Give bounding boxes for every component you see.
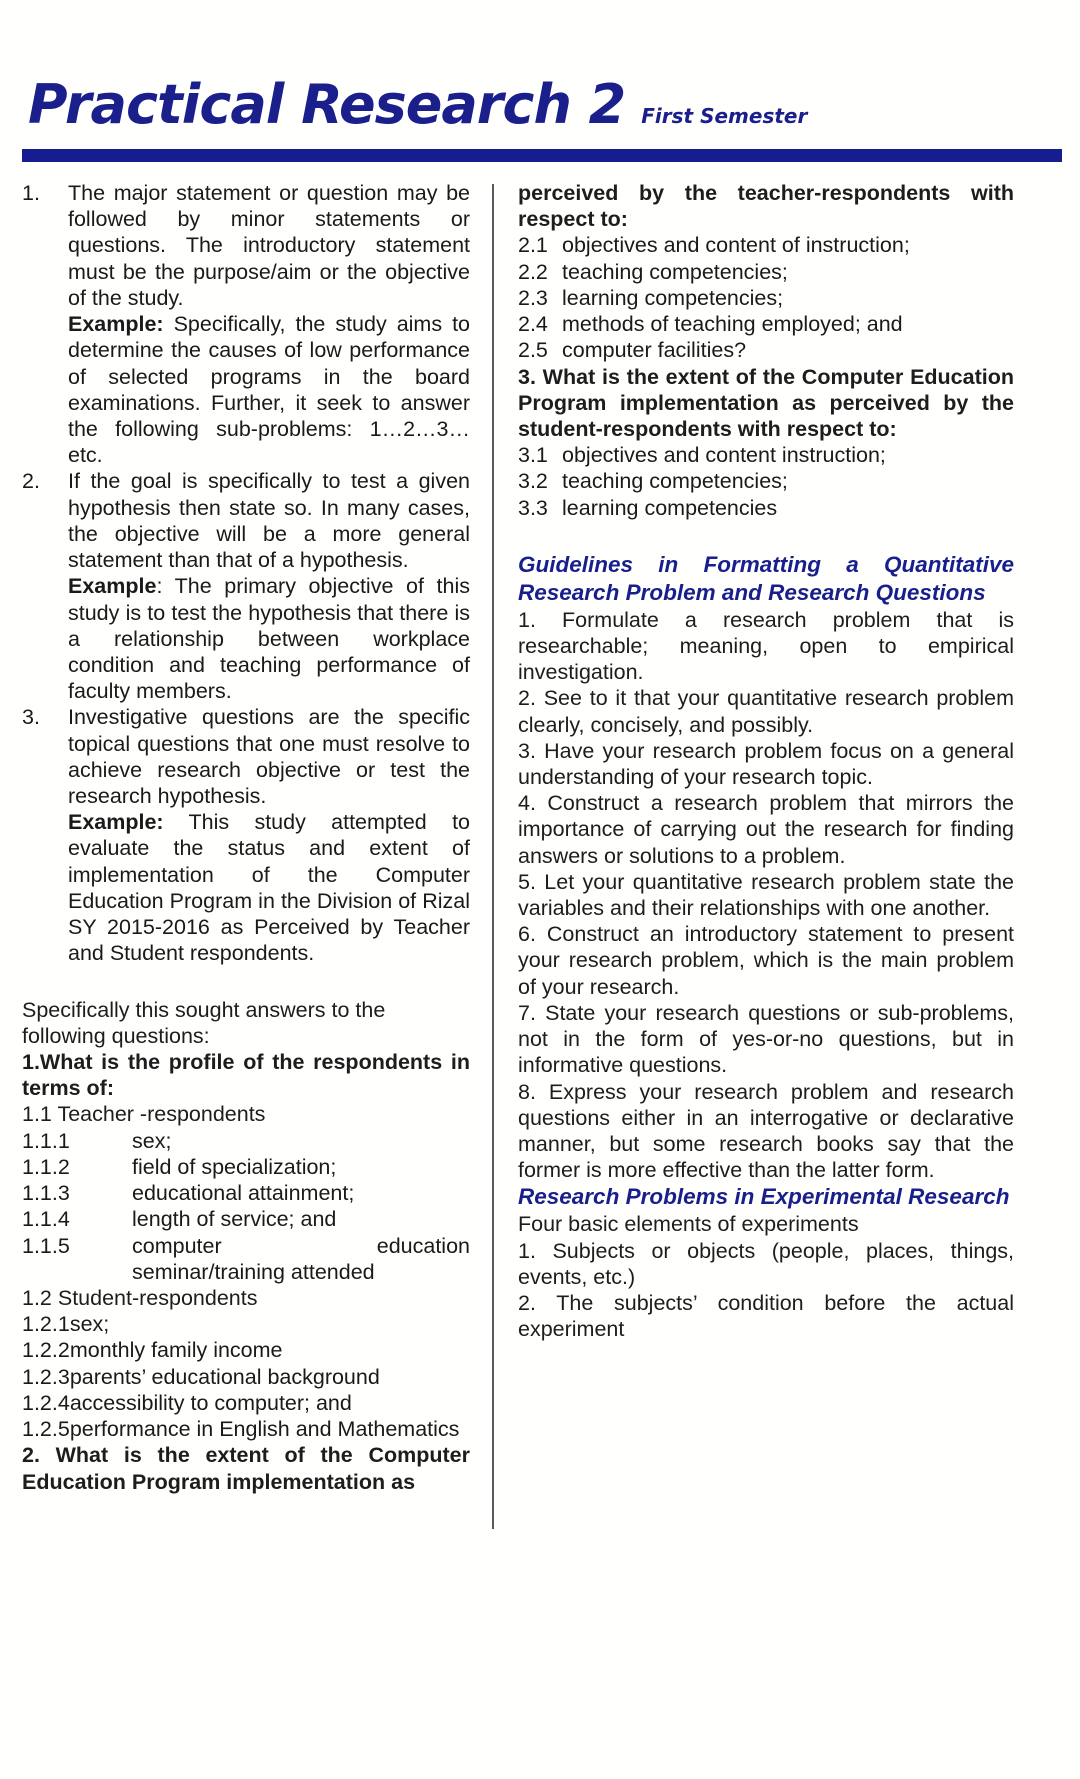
sub-item-number: 2.5 <box>518 338 548 363</box>
example-label: Example <box>68 574 157 599</box>
sub-item <box>518 495 1014 521</box>
sub-item-number: 2.1 <box>518 233 548 258</box>
sub-item-text: learning competencies <box>562 495 778 520</box>
item-text: If the goal is specifically to test a given hypothesis then state so. In many cases, the objective will be a more general statement than that of a hypothesis. <box>68 469 470 573</box>
spacer <box>22 967 470 997</box>
sub-item-text: field of specialization; <box>132 1154 337 1179</box>
item-body <box>68 704 470 966</box>
document-header <box>0 0 1080 136</box>
sub-item-number: 1.2.3 <box>22 1364 70 1389</box>
item-text: Investigative questions are the specific topical questions that one must resolve to achieve research objective or test the research hypothesis. <box>68 705 470 809</box>
sub-item-text: teaching competencies; <box>562 259 788 284</box>
sub-item-text: educational attainment; <box>132 1181 355 1206</box>
sub-item <box>518 232 1014 258</box>
example-label: Example: <box>68 312 164 337</box>
sub-item-text: objectives and content of instruction; <box>562 233 910 258</box>
sub-item-number: 1.2.1 <box>22 1312 70 1337</box>
experimental-item: 1. Subjects or objects (people, places, things, events, etc.) <box>518 1238 1014 1289</box>
sub-item-number: 3.1 <box>518 443 548 468</box>
spacer <box>518 521 1014 551</box>
item-number: 2. <box>22 469 40 494</box>
page-subtitle: First Semester <box>641 104 808 128</box>
sub-item-text: computer facilities? <box>562 338 747 363</box>
sub-item <box>518 259 1014 285</box>
sub-item-number: 1.1.2 <box>22 1154 70 1179</box>
item-number: 1. <box>22 181 40 205</box>
sub-item-text: parents’ educational background <box>69 1364 380 1389</box>
sub-item-text: performance in English and Mathematics <box>69 1417 460 1442</box>
sub-item <box>518 285 1014 311</box>
sub-item-text: sex; <box>69 1312 110 1337</box>
guideline-item: 6. Construct an introductory statement to present your research problem, which is the main problem of your research. <box>518 922 1014 999</box>
left-column <box>22 180 492 1495</box>
sub-item-text: objectives and content instruction; <box>562 443 886 468</box>
group-1-1-label: 1.1 Teacher -respondents <box>22 1102 266 1127</box>
header-rule <box>22 149 1062 162</box>
sub-item-text: accessibility to computer; and <box>69 1390 352 1415</box>
sub-item <box>22 1180 470 1206</box>
question-2-continued: perceived by the teacher-respondents with respect to: <box>518 181 1014 232</box>
right-column <box>494 180 1014 1342</box>
group-1-2-label: 1.2 Student-respondents <box>22 1285 258 1310</box>
guideline-item: 1. Formulate a research problem that is researchable; meaning, open to empirical investigation. <box>518 607 1014 685</box>
sub-item-number: 2.4 <box>518 312 548 337</box>
guidelines-heading: Guidelines in Formatting a Quantitative Research Problem and Research Questions <box>518 551 1014 605</box>
example-text: Specifically, the study aims to determine the causes of low performance of selected programs in the board examinations. Further, it seek to answer the following sub-problems: 1…2…3…etc. <box>68 312 470 468</box>
sub-item <box>22 1337 470 1363</box>
numbered-item <box>22 180 470 468</box>
sub-item-number: 1.2.4 <box>22 1390 70 1415</box>
sub-item-number: 1.1.5 <box>22 1233 70 1258</box>
guideline-item: 2. See to it that your quantitative research problem clearly, concisely, and possibly. <box>518 686 1014 737</box>
sub-item-text: computer education seminar/training attended <box>132 1233 470 1284</box>
question-2-start: 2. What is the extent of the Computer Education Program implementation as <box>22 1443 470 1494</box>
sub-item <box>518 468 1014 494</box>
page-title: Practical Research 2 <box>28 73 626 136</box>
guideline-item: 5. Let your quantitative research problem state the variables and their relationships with one another. <box>518 869 1014 921</box>
sub-item-text: monthly family income <box>69 1338 283 1363</box>
sub-item-text: length of service; and <box>132 1207 337 1232</box>
sub-item-text: teaching competencies; <box>562 469 788 494</box>
numbered-item <box>22 704 470 966</box>
sub-item <box>518 337 1014 363</box>
experimental-item: 2. The subjects’ condition before the actual experiment <box>518 1290 1014 1342</box>
guideline-item: 8. Express your research problem and research questions either in an interrogative or declarative manner, but some research books say that the former is more effective than the latter form. <box>518 1079 1014 1183</box>
sub-item-number: 3.3 <box>518 495 548 520</box>
sub-item-number: 1.2.5 <box>22 1417 70 1442</box>
item-body <box>68 180 470 468</box>
sub-item <box>22 1128 470 1154</box>
sub-item-number: 2.2 <box>518 259 548 284</box>
numbered-item <box>22 468 470 704</box>
sub-item <box>22 1416 470 1442</box>
experimental-research-heading: Research Problems in Experimental Research <box>518 1184 1010 1210</box>
guideline-item: 7. State your research questions or sub-problems, not in the form of yes-or-no questions, but in informative questions. <box>518 1000 1014 1078</box>
guideline-item: 4. Construct a research problem that mirrors the importance of carrying out the research for finding answers or solutions to a problem. <box>518 791 1014 868</box>
sub-item-number: 2.3 <box>518 285 548 310</box>
sub-item <box>22 1390 470 1416</box>
sub-item-number: 1.1.1 <box>22 1128 70 1153</box>
sub-item-number: 1.2.2 <box>22 1338 70 1363</box>
sub-item-text: sex; <box>132 1128 172 1153</box>
sub-item-text: methods of teaching employed; and <box>562 312 903 337</box>
sub-item <box>22 1364 470 1390</box>
sub-item-text: learning competencies; <box>562 285 784 310</box>
question-3: 3. What is the extent of the Computer Education Program implementation as perceived by the student-respondents with respect to: <box>518 364 1014 441</box>
sub-item <box>22 1206 470 1232</box>
sub-item-number: 3.2 <box>518 469 548 494</box>
two-column-body <box>0 180 1080 1537</box>
guideline-item: 3. Have your research problem focus on a general understanding of your research topic. <box>518 738 1014 789</box>
example-text: This study attempted to evaluate the status and extent of implementation of the Computer Education Program in the Division of Rizal SY 2015-2016 as Perceived by Teacher and Student respondents. <box>68 810 470 966</box>
sub-item <box>518 311 1014 337</box>
sub-item <box>22 1311 470 1337</box>
sub-item-number: 1.1.3 <box>22 1181 70 1206</box>
experimental-intro: Four basic elements of experiments <box>518 1212 859 1237</box>
question-1: 1.What is the profile of the respondents in terms of: <box>22 1050 470 1101</box>
sub-item <box>22 1233 470 1285</box>
item-text: The major statement or question may be followed by minor statements or questions. The introductory statement must be the purpose/aim or the objective of the study. <box>68 181 470 310</box>
sub-item <box>518 442 1014 468</box>
item-body <box>68 468 470 704</box>
item-number: 3. <box>22 705 40 730</box>
example-label: Example: <box>68 810 164 835</box>
intro-line: Specifically this sought answers to the following questions: <box>22 997 386 1048</box>
example-text: : The primary objective of this study is to test the hypothesis that there is a relationship between workplace condition and teaching performance of faculty members. <box>68 574 470 704</box>
sub-item-number: 1.1.4 <box>22 1207 70 1232</box>
sub-item <box>22 1154 470 1180</box>
